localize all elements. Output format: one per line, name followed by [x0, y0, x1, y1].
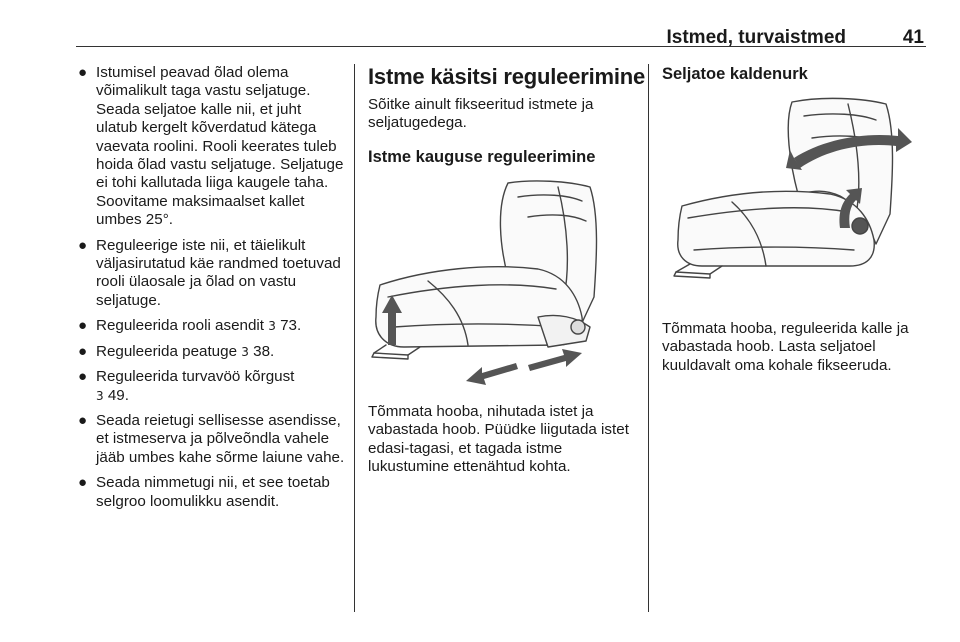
column-divider [354, 64, 355, 612]
list-item-text: Seada nimmetugi nii, et see toetab selgroo loomulikku asendit. [96, 474, 330, 510]
bullet-icon: ● [78, 368, 88, 386]
list-item-text: Reguleerida rooli asendit [96, 317, 265, 335]
list-item [76, 368, 346, 405]
list-item-text: Istumisel peavad õlad olema võimalikult taga vastu seljatuge. Seada seljatoe kalle nii, et juht ulatub kergelt kõverdatud kätega vaevata roolini. Rooli keerates tuleb hoida õlad vastu seljatuge. Seljatuge ei tohi kallutada liiga kaugele taha. Soovitame maksimaalset kallet umbes 25°. [96, 64, 344, 229]
list-item [76, 237, 346, 311]
page-reference-icon: 3 [96, 388, 104, 403]
list-item-text: Reguleerida peatuge [96, 342, 238, 360]
list-item [76, 317, 346, 335]
column-middle [368, 64, 646, 490]
list-item [76, 64, 346, 230]
page-reference-link[interactable]: 49. [103, 386, 129, 404]
list-item [76, 412, 346, 467]
subsection-heading: Istme kauguse reguleerimine [368, 147, 596, 166]
bullet-icon: ● [78, 474, 88, 492]
seat-distance-illustration [368, 177, 634, 389]
page-reference-link[interactable]: 73. [275, 317, 302, 335]
page-header [76, 24, 926, 47]
list-item-text: Seada reietugi sellisesse asendisse, et istmeserva ja põlveõndla vahele jääb umbes kahe sõrme laiune vahe. [96, 411, 345, 466]
header-title: Istmed, turvaistmed [666, 27, 846, 48]
figure-caption: Tõmmata hooba, nihutada istet ja vabastada hoob. Püüdke liigutada istet edasi-tagasi, et tagada istme lukustumine ettenähtud kohta. [368, 402, 629, 476]
backrest-angle-illustration [662, 94, 926, 306]
page-reference-icon: 3 [241, 344, 249, 359]
subsection-heading: Seljatoe kaldenurk [662, 65, 808, 83]
page-reference-icon: 3 [268, 319, 276, 334]
intro-text: Sõitke ainult fikseeritud istmete ja seljatugedega. [368, 96, 594, 132]
list-item [76, 474, 346, 511]
list-item [76, 343, 346, 361]
page-reference-link[interactable]: 38. [248, 342, 275, 360]
bullet-icon: ● [78, 236, 88, 254]
page-number: 41 [902, 27, 924, 48]
column-divider [648, 64, 649, 612]
column-left [76, 64, 346, 518]
column-right [662, 64, 932, 389]
bullet-icon: ● [78, 411, 88, 429]
bullet-icon: ● [78, 342, 88, 360]
bullet-icon: ● [78, 317, 88, 335]
list-item-text: Reguleerida turvavöö kõrgust [96, 368, 295, 386]
figure-caption: Tõmmata hooba, reguleerida kalle ja vabastada hoob. Lasta seljatoel kuuldavalt oma kohale fikseeruda. [662, 320, 909, 374]
list-item-text: Reguleerige iste nii, et täielikult väljasirutatud käe randmed toetuvad rooli ülaosale ja õlad on vastu seljatuge. [96, 236, 341, 309]
recommendation-list [76, 64, 346, 511]
bullet-icon: ● [78, 64, 88, 81]
section-heading: Istme käsitsi reguleerimine [368, 64, 646, 89]
